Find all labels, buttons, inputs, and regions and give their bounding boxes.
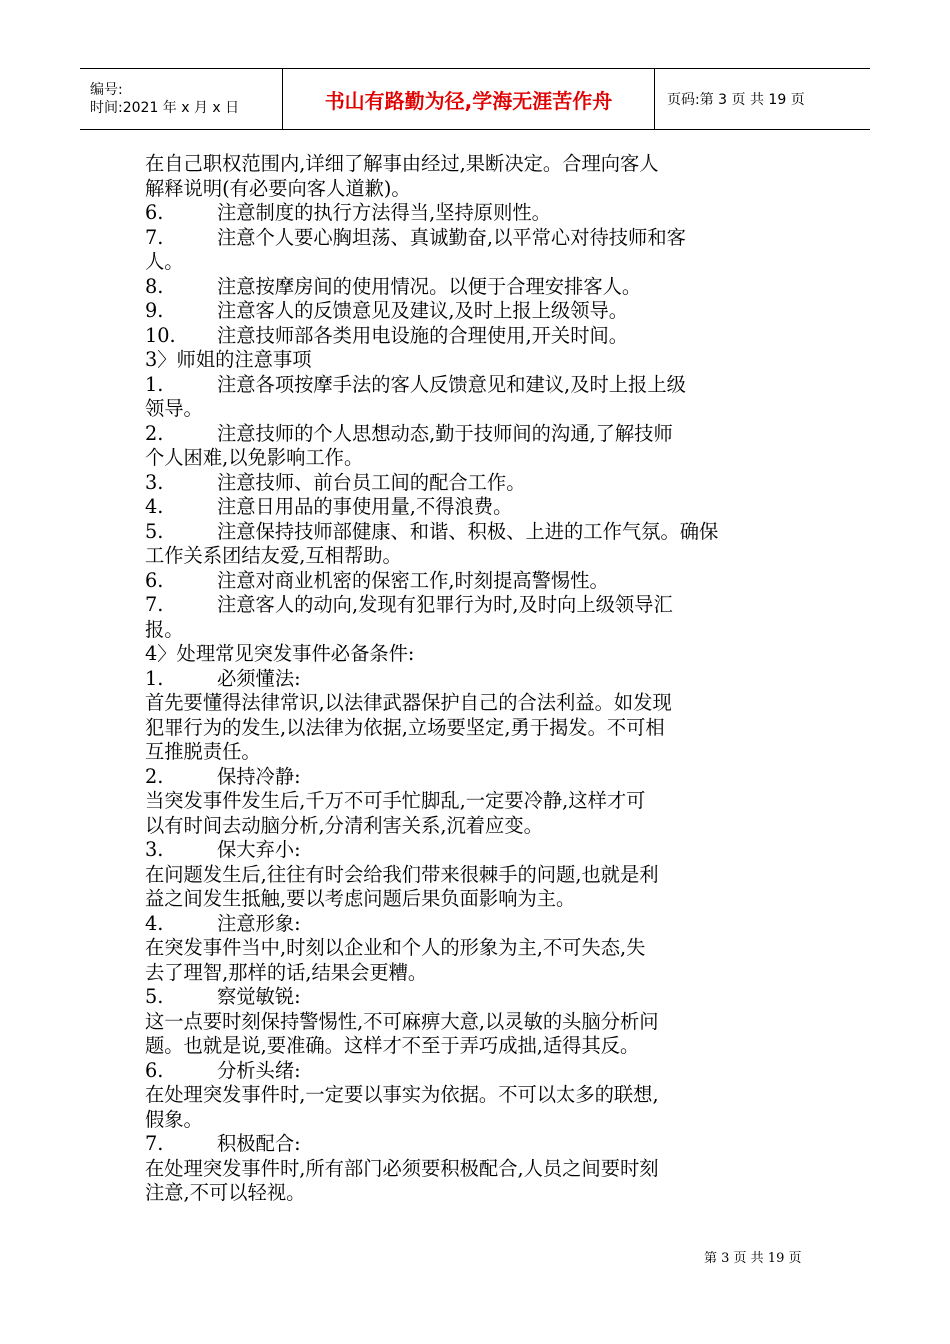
line-text: 注意各项按摩手法的客人反馈意见和建议,及时上报上级 [217,372,686,396]
text-line [145,1083,813,1108]
line-text: 积极配合: [217,1132,301,1155]
item-number: 4. [145,911,164,935]
text-line [145,618,813,643]
header-motto: 书山有路勤为径,学海无涯苦作舟 [282,69,655,129]
document-body [145,152,813,1206]
item-number: 6. [145,1058,164,1082]
text-line [145,299,813,324]
text-line [145,936,813,961]
text-line [145,789,813,814]
text-line [145,716,813,741]
line-text: 必须懂法: [217,666,301,690]
text-line [145,152,813,177]
line-text: 在问题发生后,往往有时会给我们带来很棘手的问题,也就是利 [145,862,659,886]
line-text: 首先要懂得法律常识,以法律武器保护自己的合法利益。如发现 [145,691,672,714]
line-text: 4〉处理常见突发事件必备条件: [145,642,415,665]
page-footer: 第 3 页 共 19 页 [704,1251,802,1266]
line-text: 假象。 [145,1107,203,1131]
line-text: 这一点要时刻保持警惕性,不可麻痹大意,以灵敏的头脑分析问 [145,1009,659,1033]
item-number: 9. [145,299,164,322]
line-text: 人。 [145,250,184,273]
text-line [145,642,813,667]
text-line [145,1132,813,1157]
text-line [145,177,813,202]
item-number: 7. [145,1132,164,1155]
text-line [145,520,813,545]
line-text: 3〉师姐的注意事项 [145,348,312,371]
item-number: 4. [145,495,164,518]
line-text: 注意形象: [217,911,301,935]
text-line [145,1010,813,1035]
item-number: 2. [145,421,164,445]
text-line [145,250,813,275]
text-line [145,226,813,251]
line-text: 注意客人的动向,发现有犯罪行为时,及时向上级领导汇 [217,593,673,616]
line-text: 注意技师、前台员工间的配合工作。 [217,470,526,494]
text-line [145,1108,813,1133]
line-text: 注意日用品的事使用量,不得浪费。 [217,495,513,518]
text-line [145,495,813,520]
line-text: 去了理智,那样的话,结果会更糟。 [145,960,428,984]
line-text: 注意技师部各类用电设施的合理使用,开关时间。 [217,323,629,347]
item-number: 5. [145,985,164,1008]
text-line [145,593,813,618]
item-number: 7. [145,593,164,616]
item-number: 10. [145,323,176,347]
text-line [145,814,813,839]
text-line [145,348,813,373]
item-number: 6. [145,568,164,592]
text-line [145,667,813,692]
line-text: 分析头绪: [217,1058,301,1082]
text-line [145,397,813,422]
line-text: 注意技师的个人思想动态,勤于技师间的沟通,了解技师 [217,421,673,445]
line-text: 解释说明(有必要向客人道歉)。 [145,176,411,200]
line-text: 犯罪行为的发生,以法律为依据,立场要坚定,勇于揭发。不可相 [145,715,665,739]
line-text: 以有时间去动脑分析,分清利害关系,沉着应变。 [145,813,543,837]
line-text: 注意客人的反馈意见及建议,及时上报上级领导。 [217,299,629,322]
text-line [145,1157,813,1182]
text-line [145,373,813,398]
item-number: 3. [145,470,164,494]
line-text: 在处理突发事件时,所有部门必须要积极配合,人员之间要时刻 [145,1156,659,1180]
text-line [145,324,813,349]
text-line [145,985,813,1010]
text-line [145,838,813,863]
text-line [145,471,813,496]
line-text: 题。也就是说,要准确。这样才不至于弄巧成拙,适得其反。 [145,1034,640,1057]
text-line [145,863,813,888]
item-number: 1. [145,666,164,690]
line-text: 注意,不可以轻视。 [145,1181,306,1204]
text-line [145,765,813,790]
text-line [145,201,813,226]
item-number: 5. [145,519,164,543]
text-line [145,422,813,447]
page-header [80,68,870,130]
text-line [145,961,813,986]
line-text: 当突发事件发生后,千万不可手忙脚乱,一定要冷静,这样才可 [145,789,646,812]
item-number: 7. [145,225,164,249]
line-text: 保持冷静: [217,764,301,788]
line-text: 注意对商业机密的保密工作,时刻提高警惕性。 [217,568,609,592]
line-text: 工作关系团结友爱,互相帮助。 [145,544,402,567]
text-line [145,446,813,471]
text-line [145,1034,813,1059]
line-text: 互推脱责任。 [145,740,261,763]
line-text: 注意制度的执行方法得当,坚持原则性。 [217,201,551,224]
item-number: 3. [145,838,164,861]
line-text: 个人困难,以免影响工作。 [145,446,364,469]
item-number: 2. [145,764,164,788]
text-line [145,275,813,300]
header-meta [80,69,282,129]
line-text: 在处理突发事件时,一定要以事实为依据。不可以太多的联想, [145,1083,659,1106]
item-number: 1. [145,372,164,396]
line-text: 注意个人要心胸坦荡、真诚勤奋,以平常心对待技师和客 [217,225,686,249]
date-label: 时间:2021 年 x 月 x 日 [90,100,240,116]
text-line [145,1181,813,1206]
text-line [145,912,813,937]
header-page-label: 页码:第 3 页 共 19 页 [667,92,805,108]
line-text: 注意按摩房间的使用情况。以便于合理安排客人。 [217,274,642,298]
item-number: 6. [145,201,164,224]
line-text: 在自己职权范围内,详细了解事由经过,果断决定。合理向客人 [145,152,659,175]
item-number: 8. [145,274,164,298]
text-line [145,544,813,569]
line-text: 益之间发生抵触,要以考虑问题后果负面影响为主。 [145,887,576,910]
line-text: 注意保持技师部健康、和谐、积极、上进的工作气氛。确保 [217,519,719,543]
line-text: 领导。 [145,397,203,420]
text-line [145,740,813,765]
line-text: 报。 [145,617,184,641]
text-line [145,1059,813,1084]
text-line [145,569,813,594]
line-text: 察觉敏锐: [217,985,301,1008]
text-line [145,887,813,912]
code-label: 编号: [90,82,123,98]
text-line [145,691,813,716]
line-text: 保大弃小: [217,838,301,861]
line-text: 在突发事件当中,时刻以企业和个人的形象为主,不可失态,失 [145,936,646,959]
